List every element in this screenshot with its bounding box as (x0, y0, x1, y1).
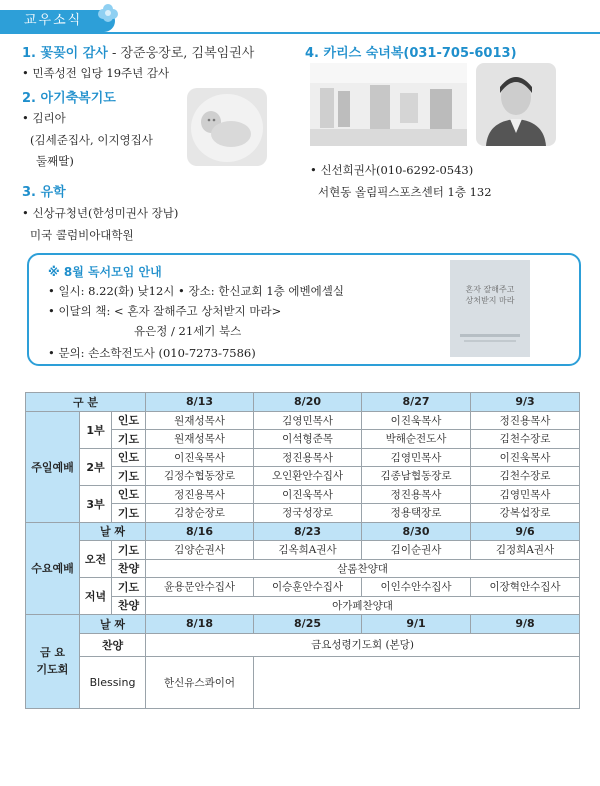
reading-line-2: • 이달의 책: < 혼자 잘해주고 상처받지 마라> (48, 304, 282, 318)
role-label: 인도 (112, 485, 146, 504)
table-row (26, 411, 580, 430)
table-header-label: 구 분 (26, 393, 146, 412)
table-cell: 김영민목사 (362, 448, 471, 467)
reading-line-4: • 문의: 손소학전도사 (010-7273-7586) (48, 346, 256, 360)
table-cell: 김천수장로 (471, 467, 580, 486)
table-cell: 이진욱목사 (362, 411, 471, 430)
wednesday-date: 8/23 (254, 522, 362, 541)
table-row (26, 485, 580, 504)
table-cell: 김정수협동장로 (146, 467, 254, 486)
part-label: 1부 (80, 411, 112, 448)
news-title-2: 2. 아기축복기도 (22, 91, 116, 106)
flower-icon (97, 2, 119, 24)
table-cell: 원재성목사 (146, 411, 254, 430)
table-cell: 정진용목사 (471, 411, 580, 430)
reading-line-1: • 일시: 8.22(화) 낮12시 • 장소: 한신교회 1층 에벤에셀실 (48, 284, 344, 298)
table-cell: 정진용목사 (146, 485, 254, 504)
role-label: 인도 (112, 411, 146, 430)
friday-label (26, 615, 80, 709)
table-cell-empty (254, 656, 580, 708)
table-cell: 이인수안수집사 (362, 578, 471, 597)
friday-label-1: 금 요 (39, 646, 66, 660)
role-label: 기도 (112, 467, 146, 486)
news-3-line-2: 미국 콜럼비아대학원 (30, 228, 134, 242)
table-cell: 김영민목사 (254, 411, 362, 430)
section-tab-label: 교우소식 (24, 13, 83, 28)
friday-label-2: 기도회 (36, 663, 69, 677)
table-cell: 원재성목사 (146, 430, 254, 449)
table-cell: 정진용목사 (254, 448, 362, 467)
wednesday-date: 9/6 (471, 522, 580, 541)
table-row (26, 578, 580, 597)
table-cell: 한신유스콰이어 (146, 656, 254, 708)
header-date: 8/27 (362, 393, 471, 412)
blessing-label: Blessing (80, 656, 146, 708)
person-photo (476, 63, 556, 146)
news-3-line-1: • 신상규청년(한성미권사 장남) (22, 206, 179, 220)
table-row (26, 448, 580, 467)
header-date: 8/20 (254, 393, 362, 412)
table-row (26, 615, 580, 634)
table-cell: 김영민목사 (471, 485, 580, 504)
role-label: 찬양 (112, 559, 146, 578)
wednesday-label: 수요예배 (26, 522, 80, 615)
friday-date: 9/8 (471, 615, 580, 634)
evening-label: 저녁 (80, 578, 112, 615)
table-row (26, 633, 580, 656)
table-cell: 김창순장로 (146, 504, 254, 523)
news-2-line-2: (김세준집사, 이지영집사 (30, 133, 153, 147)
date-label: 날 짜 (80, 615, 146, 634)
reading-title: ※ 8월 독서모임 안내 (48, 265, 162, 279)
schedule-table (25, 392, 580, 709)
table-cell: 김정희A권사 (471, 541, 580, 560)
news-2-line-3: 둘째딸) (36, 154, 74, 168)
table-row (26, 541, 580, 560)
news-title-3: 3. 유학 (22, 185, 66, 200)
baby-photo (187, 88, 267, 166)
role-label: 찬양 (112, 596, 146, 615)
role-label: 찬양 (80, 633, 146, 656)
header-date: 8/13 (146, 393, 254, 412)
table-cell: 강복섭장로 (471, 504, 580, 523)
friday-date: 8/25 (254, 615, 362, 634)
wednesday-date: 8/16 (146, 522, 254, 541)
sunday-label: 주일예배 (26, 411, 80, 522)
table-cell: 김양순권사 (146, 541, 254, 560)
reading-line-3: 유은정 / 21세기 북스 (134, 324, 242, 338)
book-cover-title: 혼자 잘해주고 상처받지 마라 (465, 285, 515, 305)
table-row (26, 656, 580, 708)
header-date: 9/3 (471, 393, 580, 412)
news-title-1-sub: - 장준웅장로, 김복임권사 (107, 46, 255, 61)
table-cell: 이진욱목사 (471, 448, 580, 467)
table-row (26, 522, 580, 541)
table-cell: 정진용목사 (362, 485, 471, 504)
news-title-1-text: 1. 꽃꽂이 감사 (22, 46, 108, 61)
role-label: 기도 (112, 578, 146, 597)
news-4-line-2: 서현동 올림픽스포츠센터 1층 132 (318, 185, 492, 199)
header-divider (0, 32, 600, 34)
section-tab (0, 10, 115, 32)
friday-date: 8/18 (146, 615, 254, 634)
table-cell: 이석형준목 (254, 430, 362, 449)
role-label: 기도 (112, 504, 146, 523)
table-cell: 이진욱목사 (146, 448, 254, 467)
date-label: 날 짜 (80, 522, 146, 541)
book-cover (450, 260, 530, 357)
table-header-row (26, 393, 580, 412)
table-cell: 김이순권사 (362, 541, 471, 560)
table-cell: 김천수장로 (471, 430, 580, 449)
table-cell: 박해순전도사 (362, 430, 471, 449)
news-2-line-1: • 김리아 (22, 111, 66, 125)
table-cell: 이장혁안수집사 (471, 578, 580, 597)
table-cell: 이승훈안수집사 (254, 578, 362, 597)
role-label: 기도 (112, 541, 146, 560)
news-title-4: 4. 카리스 숙녀복(031-705-6013) (305, 46, 517, 61)
morning-label: 오전 (80, 541, 112, 578)
table-cell: 이진욱목사 (254, 485, 362, 504)
table-cell: 오인환안수집사 (254, 467, 362, 486)
table-cell: 금요성령기도회 (본당) (146, 633, 580, 656)
role-label: 인도 (112, 448, 146, 467)
news-4-line-1: • 신선희권사(010-6292-0543) (310, 163, 474, 177)
part-label: 3부 (80, 485, 112, 522)
table-cell: 정용택장로 (362, 504, 471, 523)
table-cell: 김옥희A권사 (254, 541, 362, 560)
table-cell: 정국성장로 (254, 504, 362, 523)
shop-photo (310, 63, 467, 146)
table-cell: 김종남협동장로 (362, 467, 471, 486)
part-label: 2부 (80, 448, 112, 485)
table-cell: 살롬찬양대 (146, 559, 580, 578)
table-cell: 윤용문안수집사 (146, 578, 254, 597)
friday-date: 9/1 (362, 615, 471, 634)
role-label: 기도 (112, 430, 146, 449)
table-cell: 아가페찬양대 (146, 596, 580, 615)
wednesday-date: 8/30 (362, 522, 471, 541)
news-1-line: • 민족성전 입당 19주년 감사 (22, 66, 170, 80)
news-title-1 (22, 42, 254, 61)
